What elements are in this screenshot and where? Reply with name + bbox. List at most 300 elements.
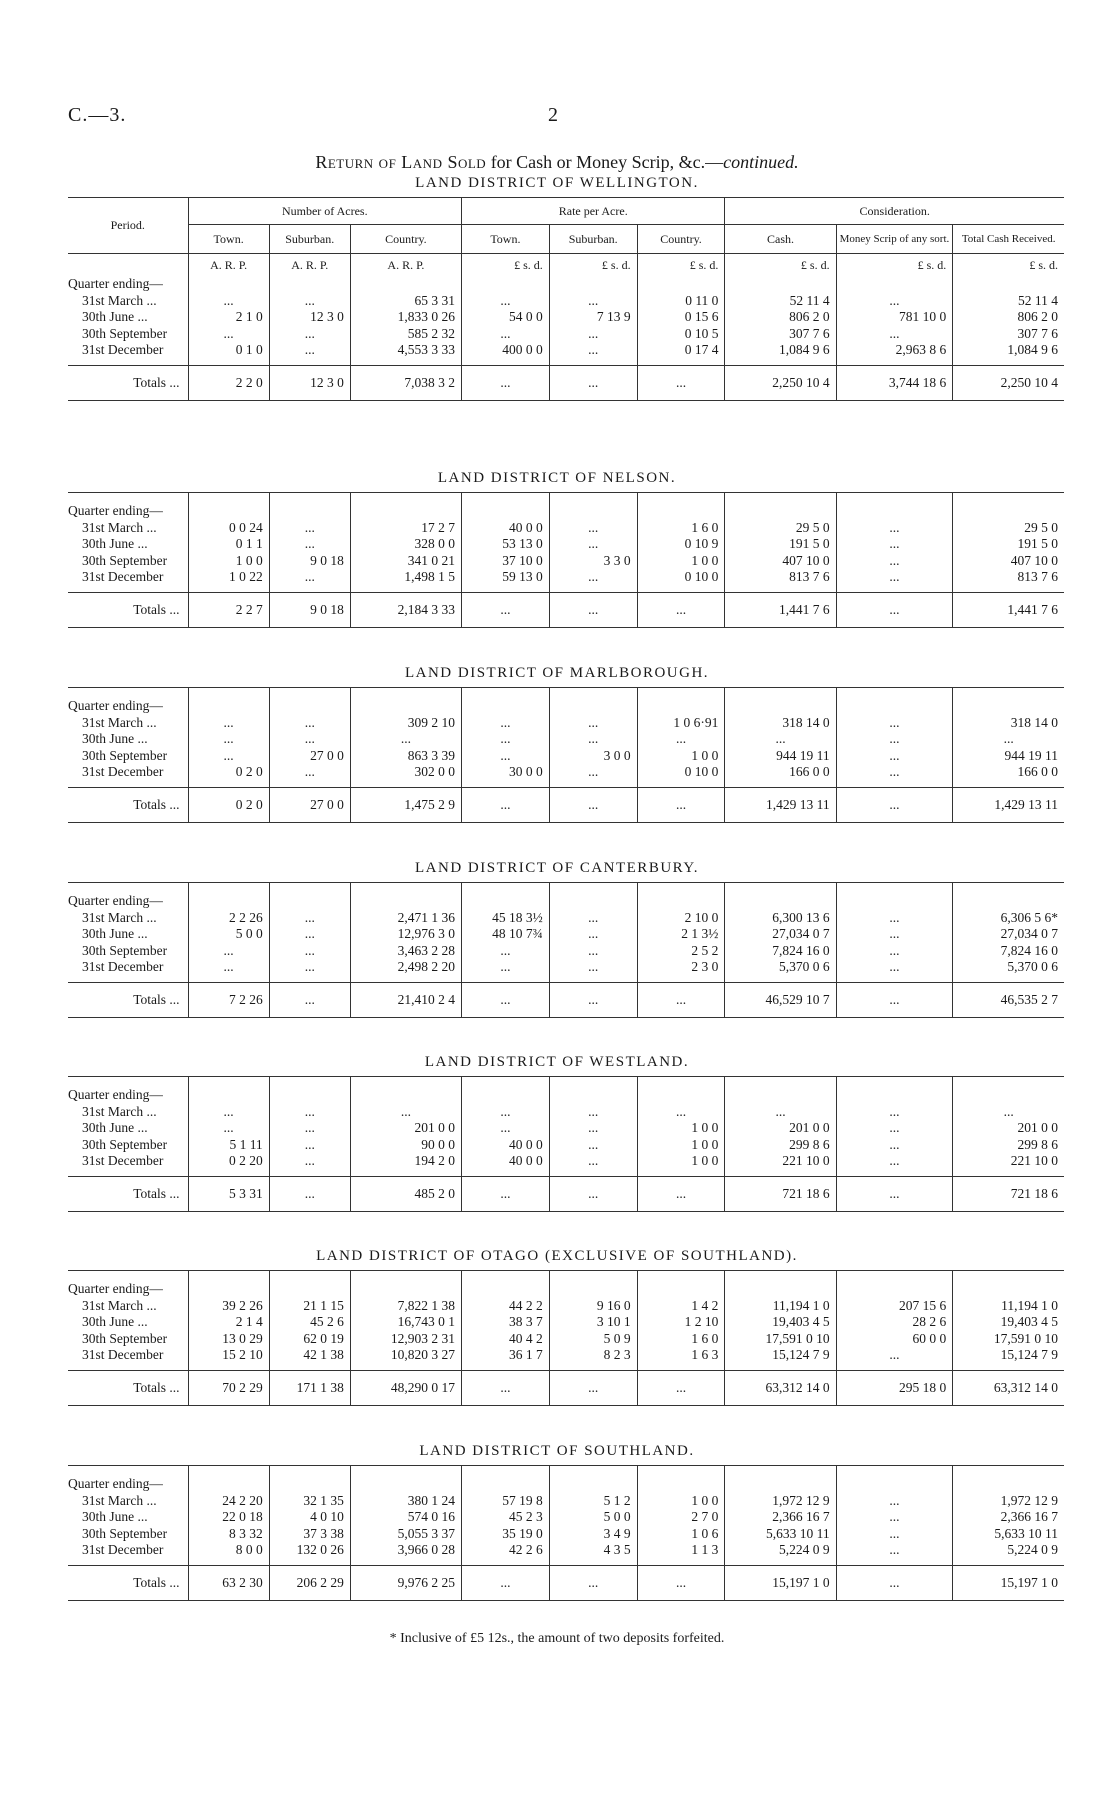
table-cell: 2 1 3½: [681, 926, 719, 941]
table-cell: 5 0 0: [235, 926, 263, 941]
table-cell: 2 10 0: [684, 909, 719, 925]
row-spacer: [189, 276, 269, 293]
value-column-acres-suburban: [269, 893, 350, 982]
table-cell: ...: [889, 714, 900, 730]
row-spacer: [462, 276, 549, 293]
section-top-rule: [461, 1466, 549, 1477]
total-cell: 3,744 18 6: [836, 365, 953, 400]
table-cell: ...: [889, 764, 900, 779]
value-column-acres-town: [188, 1476, 269, 1565]
table-cell: 17,591 0 10: [765, 1330, 830, 1346]
total-cell: ...: [462, 365, 550, 400]
district-table: [68, 687, 1064, 823]
row-spacer: [462, 503, 549, 520]
money-unit-label: £ s. d.: [549, 254, 637, 277]
district-table: [68, 1270, 1064, 1406]
section-top-rule: [549, 1077, 637, 1088]
table-cell: 7,822 1 38: [397, 1297, 455, 1313]
table-cell: ...: [223, 731, 234, 746]
column-header-suburban: Suburban.: [269, 225, 350, 254]
total-cell: 2,250 10 4: [725, 365, 836, 400]
table-cell: 1,084 9 6: [1007, 342, 1058, 357]
table-cell: ...: [889, 1542, 900, 1557]
table-cell: 5,633 10 11: [994, 1525, 1058, 1541]
district-title: LAND DISTRICT OF SOUTHLAND.: [419, 1443, 695, 1459]
row-spacer: [351, 1476, 461, 1493]
page-title: [0, 152, 1114, 173]
table-cell: 48 10 7¾: [492, 926, 543, 941]
table-cell: 11,194 1 0: [1001, 1297, 1058, 1313]
table-cell: 201 0 0: [414, 1120, 455, 1135]
table-cell: 35 19 0: [502, 1525, 543, 1541]
row-spacer: [462, 1281, 549, 1298]
table-cell: 27,034 0 7: [772, 926, 830, 941]
table-cell: ...: [889, 569, 900, 584]
section-top-rule: [269, 688, 350, 699]
table-cell: 4,553 3 33: [397, 342, 455, 357]
table-cell: 42 2 6: [509, 1542, 543, 1557]
table-cell: 400 0 0: [502, 342, 543, 357]
table-cell: 2,963 8 6: [895, 342, 947, 357]
table-cell: ...: [304, 1136, 315, 1152]
quarter-label: 30th June ...: [82, 926, 148, 941]
total-cell: ...: [461, 1370, 549, 1405]
total-cell: 485 2 0: [350, 1176, 461, 1211]
table-cell: 13 0 29: [222, 1330, 263, 1346]
table-cell: 4 3 5: [603, 1542, 631, 1557]
table-cell: 1 0 0: [691, 1153, 719, 1168]
table-cell: ...: [500, 1103, 511, 1119]
period-cell: [68, 698, 188, 787]
table-cell: 6,300 13 6: [772, 909, 830, 925]
value-column-rate-town: [461, 698, 549, 787]
value-column-acres-town: [188, 503, 269, 592]
table-cell: 2 5 2: [691, 942, 719, 958]
row-spacer: [837, 1281, 953, 1298]
value-column-acres-suburban: [269, 1087, 350, 1176]
total-cell: 70 2 29: [188, 1370, 269, 1405]
table-cell: ...: [775, 731, 786, 746]
table-cell: 45 2 6: [310, 1314, 344, 1329]
table-cell: ...: [223, 1103, 234, 1119]
table-cell: 813 7 6: [1017, 569, 1058, 584]
table-cell: 1 2 10: [684, 1314, 719, 1329]
table-cell: 7,824 16 0: [1000, 942, 1058, 958]
table-cell: ...: [588, 909, 599, 925]
table-cell: 59 13 0: [502, 569, 543, 584]
total-cell: 2 2 7: [188, 592, 269, 627]
total-cell: ...: [549, 982, 637, 1017]
total-cell: ...: [461, 592, 549, 627]
row-spacer: [270, 1281, 350, 1298]
total-cell: 1,429 13 11: [953, 787, 1064, 822]
quarter-ending-label: Quarter ending—: [68, 1281, 163, 1296]
quarter-label: 31st December: [82, 1347, 164, 1362]
table-cell: ...: [304, 926, 315, 941]
column-header-town: Town.: [462, 225, 550, 254]
table-cell: 62 0 19: [303, 1330, 344, 1346]
table-cell: 5 0 9: [603, 1330, 631, 1346]
total-cell: 171 1 38: [269, 1370, 350, 1405]
row-spacer: [189, 503, 269, 520]
table-cell: ...: [304, 325, 315, 341]
row-spacer: [550, 1087, 637, 1104]
table-cell: 1 6 0: [691, 1330, 719, 1346]
table-cell: 1,833 0 26: [397, 309, 455, 324]
total-cell: 1,441 7 6: [953, 592, 1064, 627]
value-column-rate-country: [637, 1476, 725, 1565]
total-cell: ...: [461, 1565, 549, 1600]
row-spacer: [725, 1281, 835, 1298]
table-cell: 806 2 0: [789, 309, 830, 324]
row-spacer: [725, 893, 835, 910]
quarter-label: 30th September: [82, 1136, 168, 1152]
district-table: [68, 492, 1064, 628]
table-cell: 207 15 6: [899, 1297, 947, 1313]
district-table: [68, 882, 1064, 1018]
table-cell: ...: [588, 926, 599, 941]
value-column-scrip: [836, 503, 953, 592]
table-cell: ...: [889, 909, 900, 925]
table-cell: 21 1 15: [303, 1297, 344, 1313]
table-cell: ...: [889, 552, 900, 568]
row-spacer: [270, 893, 350, 910]
table-cell: ...: [889, 747, 900, 763]
table-cell: 221 10 0: [782, 1153, 830, 1168]
table-cell: 1 0 6: [691, 1525, 719, 1541]
section-top-rule: [836, 883, 953, 894]
table-cell: 45 18 3½: [492, 909, 543, 925]
table-cell: ...: [889, 325, 900, 341]
section-top-rule: [269, 1077, 350, 1088]
table-cell: 40 4 2: [509, 1330, 543, 1346]
section-top-rule: [350, 1271, 461, 1282]
row-spacer: [270, 698, 350, 715]
value-column-total: [953, 698, 1064, 787]
value-column-scrip: [836, 893, 953, 982]
acres-unit-label: A. R. P.: [350, 254, 461, 277]
total-cell: ...: [461, 1176, 549, 1211]
table-cell: 307 7 6: [1017, 325, 1058, 341]
table-cell: 90 0 0: [421, 1136, 455, 1152]
district-title: LAND DISTRICT OF WELLINGTON.: [415, 175, 699, 191]
row-spacer: [725, 1087, 835, 1104]
section-top-rule: [269, 883, 350, 894]
quarter-label: 30th June ...: [82, 1509, 148, 1524]
table-cell: 5,055 3 37: [397, 1525, 455, 1541]
totals-label: Totals ...: [68, 787, 188, 822]
total-cell: 15,197 1 0: [725, 1565, 836, 1600]
total-cell: ...: [637, 1370, 725, 1405]
row-spacer: [953, 893, 1064, 910]
table-cell: 0 10 0: [684, 764, 719, 779]
table-cell: 17 2 7: [421, 519, 455, 535]
total-cell: 21,410 2 4: [350, 982, 461, 1017]
value-column-rate-country: [637, 1087, 725, 1176]
total-cell: 5 3 31: [188, 1176, 269, 1211]
table-cell: 5,224 0 9: [778, 1542, 830, 1557]
row-spacer: [725, 698, 835, 715]
column-header-country: Country.: [637, 225, 725, 254]
value-column-cash: [725, 503, 836, 592]
value-column-total: [953, 1087, 1064, 1176]
value-column-rate-suburban: [549, 1281, 637, 1370]
section-top-rule: [68, 1466, 188, 1477]
table-cell: 166 0 0: [789, 764, 830, 779]
table-cell: ...: [304, 519, 315, 535]
table-cell: 1 0 0: [691, 1492, 719, 1508]
table-cell: 944 19 11: [1004, 747, 1058, 763]
total-cell: ...: [637, 365, 725, 400]
table-cell: 1 0 0: [691, 552, 719, 568]
quarter-label: 30th September: [82, 747, 168, 763]
value-column-total: [953, 1476, 1064, 1565]
table-cell: ...: [588, 325, 599, 341]
table-cell: ...: [889, 1136, 900, 1152]
row-spacer: [351, 1281, 461, 1298]
value-column-rate-suburban: [549, 503, 637, 592]
totals-label: Totals ...: [68, 1176, 188, 1211]
period-cell: [68, 893, 188, 982]
table-cell: 1 0 0: [235, 552, 263, 568]
table-cell: 40 0 0: [509, 1153, 543, 1168]
row-spacer: [953, 1281, 1064, 1298]
total-cell: ...: [549, 787, 637, 822]
table-cell: 10,820 3 27: [390, 1347, 455, 1362]
table-cell: ...: [889, 1153, 900, 1168]
section-top-rule: [637, 1466, 725, 1477]
value-column-rate-suburban: [549, 698, 637, 787]
value-column-total: [953, 1281, 1064, 1370]
row-spacer: [837, 698, 953, 715]
quarter-label: 31st March ...: [82, 1103, 157, 1119]
table-cell: 0 2 0: [235, 764, 263, 779]
value-column-acres-suburban: [269, 1476, 350, 1565]
total-cell: ...: [836, 1176, 953, 1211]
section-top-rule: [269, 1466, 350, 1477]
quarter-ending-label: Quarter ending—: [68, 276, 163, 291]
section-top-rule: [725, 1466, 836, 1477]
row-spacer: [953, 503, 1064, 520]
totals-label: Totals ...: [68, 1370, 188, 1405]
table-cell: 42 1 38: [303, 1347, 344, 1362]
table-cell: ...: [889, 959, 900, 974]
table-cell: 38 3 7: [509, 1314, 543, 1329]
value-column-rate-suburban: [549, 893, 637, 982]
unit-row-spacer: [68, 254, 188, 277]
quarter-label: 30th September: [82, 552, 168, 568]
value-column-rate-suburban: [549, 276, 637, 365]
value-column-rate-town: [461, 1281, 549, 1370]
value-column-acres-country: [350, 503, 461, 592]
table-cell: 36 1 7: [509, 1347, 543, 1362]
value-column-acres-country: [350, 276, 461, 365]
table-cell: ...: [889, 536, 900, 551]
table-cell: 1 0 0: [691, 1136, 719, 1152]
row-spacer: [638, 1087, 725, 1104]
row-spacer: [351, 893, 461, 910]
total-cell: ...: [549, 1370, 637, 1405]
table-cell: 1 0 22: [228, 569, 263, 584]
section-top-rule: [68, 883, 188, 894]
value-column-acres-suburban: [269, 1281, 350, 1370]
section-top-rule: [549, 688, 637, 699]
totals-label: Totals ...: [68, 982, 188, 1017]
quarter-label: 30th June ...: [82, 536, 148, 551]
section-top-rule: [836, 1271, 953, 1282]
totals-label: Totals ...: [68, 592, 188, 627]
consideration-group-header: Consideration.: [725, 198, 1064, 225]
table-cell: 52 11 4: [1018, 292, 1058, 308]
table-cell: 15,124 7 9: [772, 1347, 830, 1362]
row-spacer: [550, 698, 637, 715]
total-cell: ...: [461, 787, 549, 822]
table-cell: ...: [500, 731, 511, 746]
table-cell: 0 10 5: [684, 325, 719, 341]
table-cell: 132 0 26: [296, 1542, 344, 1557]
value-column-total: [953, 276, 1064, 365]
table-cell: ...: [400, 731, 411, 746]
total-cell: ...: [461, 982, 549, 1017]
table-cell: 806 2 0: [1017, 309, 1058, 324]
row-spacer: [270, 276, 350, 293]
value-column-acres-town: [188, 698, 269, 787]
table-cell: ...: [304, 1120, 315, 1135]
section-top-rule: [725, 1271, 836, 1282]
value-column-rate-town: [461, 1087, 549, 1176]
table-cell: 221 10 0: [1010, 1153, 1058, 1168]
quarter-label: 31st December: [82, 342, 164, 357]
section-top-rule: [637, 493, 725, 504]
section-top-rule: [637, 1077, 725, 1088]
section-top-rule: [637, 883, 725, 894]
section-top-rule: [953, 1466, 1064, 1477]
title-part-2: for Cash or Money Scrip, &c.—: [490, 152, 724, 172]
table-cell: 0 10 9: [684, 536, 719, 551]
row-spacer: [550, 503, 637, 520]
table-cell: ...: [304, 909, 315, 925]
table-cell: ...: [500, 747, 511, 763]
section-top-rule: [68, 493, 188, 504]
table-cell: 15 2 10: [222, 1347, 263, 1362]
table-cell: ...: [588, 731, 599, 746]
table-cell: ...: [889, 731, 900, 746]
section-top-rule: [350, 688, 461, 699]
table-cell: 27 0 0: [310, 747, 344, 763]
row-spacer: [725, 503, 835, 520]
row-spacer: [351, 698, 461, 715]
total-cell: 27 0 0: [269, 787, 350, 822]
value-column-acres-town: [188, 276, 269, 365]
total-cell: ...: [637, 982, 725, 1017]
money-unit-label: £ s. d.: [953, 254, 1064, 277]
row-spacer: [837, 503, 953, 520]
section-top-rule: [836, 493, 953, 504]
total-cell: 1,475 2 9: [350, 787, 461, 822]
table-cell: 1 6 0: [691, 519, 719, 535]
table-cell: ...: [889, 1509, 900, 1524]
table-cell: 15,124 7 9: [1000, 1347, 1058, 1362]
row-spacer: [638, 1476, 725, 1493]
total-cell: 63,312 14 0: [725, 1370, 836, 1405]
row-spacer: [189, 1281, 269, 1298]
section-top-rule: [269, 1271, 350, 1282]
quarter-label: 31st March ...: [82, 1492, 157, 1508]
table-cell: ...: [775, 1103, 786, 1119]
value-column-acres-country: [350, 893, 461, 982]
table-cell: 12,976 3 0: [397, 926, 455, 941]
total-cell: 7 2 26: [188, 982, 269, 1017]
section-top-rule: [637, 688, 725, 699]
period-header: Period.: [68, 198, 188, 254]
quarter-label: 31st March ...: [82, 1297, 157, 1313]
table-cell: ...: [588, 292, 599, 308]
table-cell: ...: [500, 292, 511, 308]
total-cell: ...: [637, 1176, 725, 1211]
table-cell: 27,034 0 7: [1000, 926, 1058, 941]
table-cell: 201 0 0: [789, 1120, 830, 1135]
value-column-total: [953, 503, 1064, 592]
total-cell: ...: [637, 592, 725, 627]
money-unit-label: £ s. d.: [836, 254, 953, 277]
table-cell: ...: [304, 942, 315, 958]
table-cell: 5,370 0 6: [1007, 959, 1058, 974]
table-cell: 57 19 8: [502, 1492, 543, 1508]
total-cell: ...: [637, 787, 725, 822]
table-cell: 2 3 0: [691, 959, 719, 974]
title-part-1: Return of Land Sold: [315, 152, 487, 172]
value-column-acres-suburban: [269, 503, 350, 592]
district-table: [68, 1076, 1064, 1212]
table-cell: 166 0 0: [1017, 764, 1058, 779]
value-column-rate-country: [637, 503, 725, 592]
table-cell: 574 0 16: [407, 1509, 455, 1524]
table-cell: 3,463 2 28: [397, 942, 455, 958]
table-cell: 0 11 0: [685, 292, 719, 308]
value-column-acres-suburban: [269, 276, 350, 365]
table-cell: 0 1 0: [235, 342, 263, 357]
section-top-rule: [461, 1077, 549, 1088]
table-cell: 44 2 2: [509, 1297, 543, 1313]
table-cell: 29 5 0: [1024, 519, 1058, 535]
table-cell: 29 5 0: [795, 519, 830, 535]
total-cell: 0 2 0: [188, 787, 269, 822]
table-cell: 22 0 18: [222, 1509, 263, 1524]
row-spacer: [189, 698, 269, 715]
district-table: [68, 197, 1064, 401]
row-spacer: [638, 893, 725, 910]
table-cell: 8 3 32: [228, 1525, 263, 1541]
total-cell: ...: [836, 787, 953, 822]
table-cell: ...: [223, 292, 234, 308]
table-cell: ...: [500, 714, 511, 730]
table-cell: 299 8 6: [789, 1136, 830, 1152]
value-column-total: [953, 893, 1064, 982]
section-top-rule: [188, 1466, 269, 1477]
total-cell: 721 18 6: [725, 1176, 836, 1211]
totals-label: Totals ...: [68, 1565, 188, 1600]
value-column-cash: [725, 276, 836, 365]
table-cell: ...: [588, 959, 599, 974]
table-cell: 19,403 4 5: [1000, 1314, 1058, 1329]
value-column-cash: [725, 1476, 836, 1565]
table-cell: 8 2 3: [603, 1347, 631, 1362]
row-spacer: [550, 893, 637, 910]
district-title: LAND DISTRICT OF NELSON.: [437, 470, 677, 486]
quarter-ending-label: Quarter ending—: [68, 893, 163, 908]
value-column-rate-town: [461, 1476, 549, 1565]
total-cell: ...: [836, 982, 953, 1017]
